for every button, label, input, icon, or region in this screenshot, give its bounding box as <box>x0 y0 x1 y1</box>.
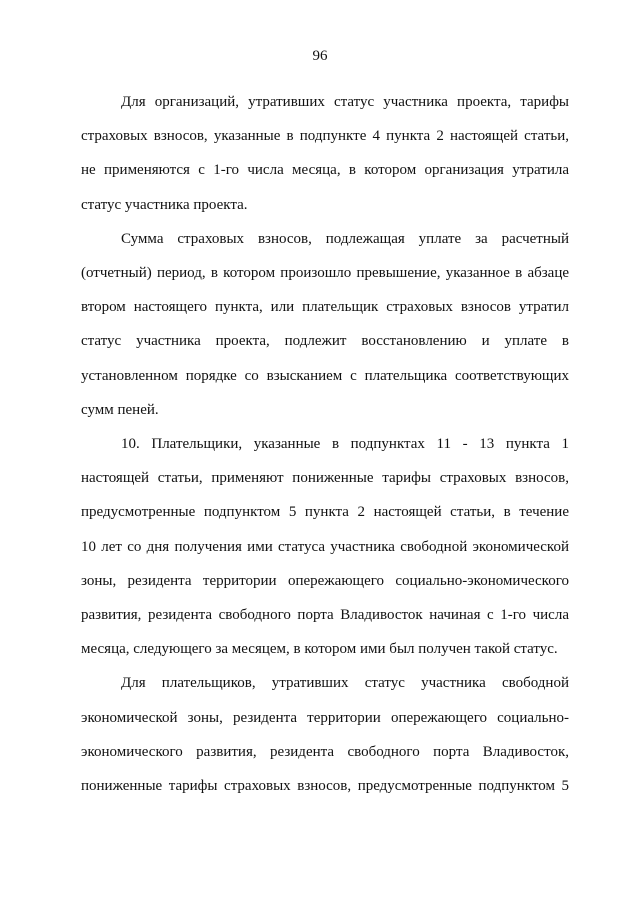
text-line: (отчетный) период, в котором произошло превышение, указанное в абзаце <box>81 265 569 282</box>
page-number: 96 <box>312 48 328 64</box>
paragraph-3 <box>81 427 569 666</box>
text-line: развития, резидента свободного порта Владивосток начиная с 1-го числа <box>81 607 569 624</box>
paragraph-4 <box>81 666 569 803</box>
text-line: Для плательщиков, утративших статус участника свободной <box>121 675 569 692</box>
text-line: зоны, резидента территории опережающего социально-экономического <box>81 572 569 589</box>
text-line: статус участника проекта. <box>81 196 248 213</box>
paragraph-2 <box>81 222 569 427</box>
text-line: предусмотренные подпунктом 5 пункта 2 настоящей статьи, в течение <box>81 504 569 521</box>
text-line: Для организаций, утративших статус участника проекта, тарифы <box>121 94 569 110</box>
text-line: не применяются с 1-го числа месяца, в котором организация утратила <box>81 162 569 179</box>
text-line: Сумма страховых взносов, подлежащая уплате за расчетный <box>121 230 569 247</box>
text-line: статус участника проекта, подлежит восстановлению и уплате в <box>81 333 569 350</box>
paragraph-1 <box>81 85 569 222</box>
text-line: 10 лет со дня получения ими статуса участника свободной экономической <box>81 538 569 555</box>
text-line: экономической зоны, резидента территории опережающего социально- <box>81 709 569 726</box>
text-line: пониженные тарифы страховых взносов, предусмотренные подпунктом 5 <box>81 778 569 795</box>
text-line: сумм пеней. <box>81 401 159 418</box>
text-line: страховых взносов, указанные в подпункте 4 пункта 2 настоящей статьи, <box>81 128 569 145</box>
text-line: месяца, следующего за месяцем, в котором ими был получен такой статус. <box>81 641 558 658</box>
text-line: установленном порядке со взысканием с плательщика соответствующих <box>81 367 569 384</box>
document-body <box>81 85 569 803</box>
text-line: экономического развития, резидента свободного порта Владивосток, <box>81 743 569 760</box>
text-line: настоящей статьи, применяют пониженные тарифы страховых взносов, <box>81 470 569 487</box>
text-line: 10. Плательщики, указанные в подпунктах 11 - 13 пункта 1 <box>121 436 569 453</box>
text-line: втором настоящего пункта, или плательщик страховых взносов утратил <box>81 299 569 316</box>
